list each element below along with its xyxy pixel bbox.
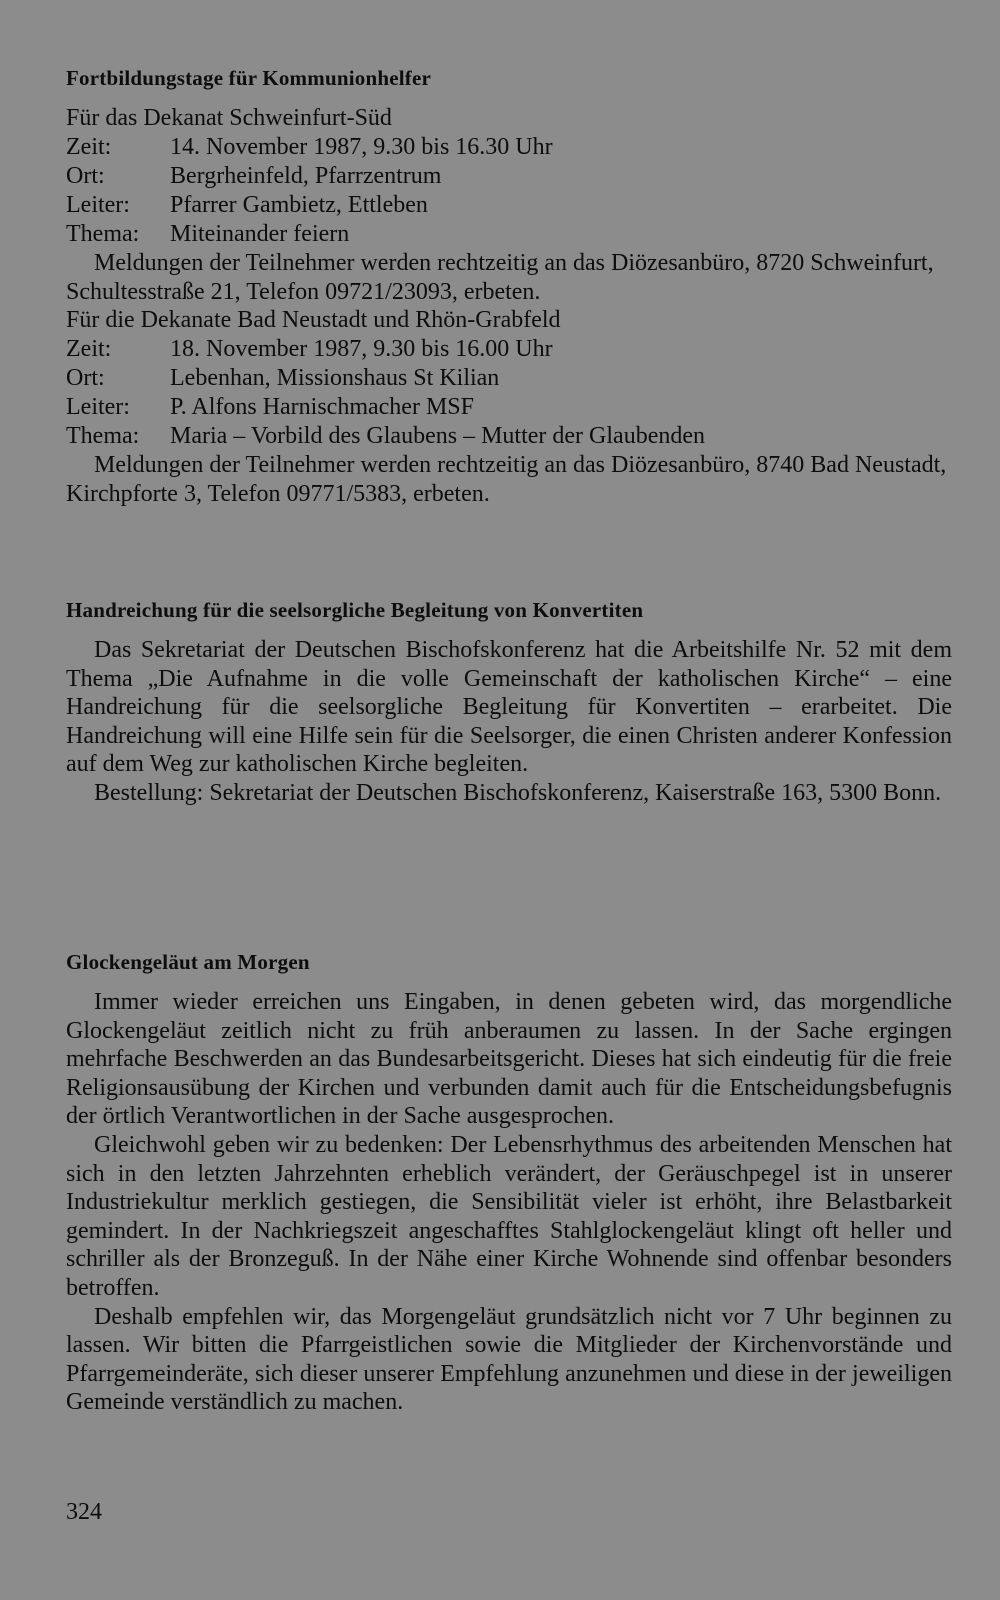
event-block-bad-neustadt xyxy=(66,306,952,508)
row-value: Miteinander feiern xyxy=(170,221,350,247)
page-number: 324 xyxy=(66,1499,102,1525)
registration-note: Meldungen der Teilnehmer werden rechtzeitig an das Diözesanbüro, 8740 Bad Neustadt, Kirchpforte 3, Telefon 09771/5383, erbeten. xyxy=(66,452,947,507)
paragraph: Gleichwohl geben wir zu bedenken: Der Lebensrhythmus des arbeitenden Menschen hat sich in den letzten Jahrzehnten erheblich verändert, der Geräuschpegel ist in unserer Industriekultur merklich gestiegen, die Sensibilität vieler ist erhöht, ihre Belastbarkeit gemindert. In der Nachkriegszeit angeschafftes Stahlglockengeläut klingt oft heller und schriller als der Bronzeguß. In der Nähe einer Kirche Wohnende sind offenbar besonders betroffen. xyxy=(66,1131,952,1301)
event-row-time xyxy=(66,133,952,162)
section-title: Handreichung für die seelsorgliche Begleitung von Konvertiten xyxy=(66,598,644,622)
row-value: Pfarrer Gambietz, Ettleben xyxy=(170,192,428,218)
row-value: 18. November 1987, 9.30 bis 16.00 Uhr xyxy=(170,336,553,363)
section-handreichung xyxy=(66,596,952,808)
section-glockengelaeut xyxy=(66,948,952,1417)
row-label: Thema: xyxy=(66,221,140,247)
row-value: Maria – Vorbild des Glaubens – Mutter der Glaubenden xyxy=(170,423,705,450)
section-title: Fortbildungstage für Kommunionhelfer xyxy=(66,66,431,90)
row-label: Zeit: xyxy=(66,336,112,363)
section-title: Glockengeläut am Morgen xyxy=(66,950,310,974)
row-label: Leiter: xyxy=(66,394,130,421)
event-row-topic xyxy=(66,422,952,451)
section-kommunionhelfer xyxy=(66,64,952,508)
row-label: Ort: xyxy=(66,365,105,392)
registration-note: Meldungen der Teilnehmer werden rechtzeitig an das Diözesanbüro, 8720 Schweinfurt, Schultesstraße 21, Telefon 09721/23093, erbeten. xyxy=(66,250,934,305)
row-label: Thema: xyxy=(66,423,140,450)
event-row-leader xyxy=(66,191,952,220)
row-label: Ort: xyxy=(66,163,105,189)
row-value: 14. November 1987, 9.30 bis 16.30 Uhr xyxy=(170,134,553,160)
event-intro: Für die Dekanate Bad Neustadt und Rhön-Grabfeld xyxy=(66,307,561,334)
row-label: Leiter: xyxy=(66,192,130,218)
row-value: Lebenhan, Missionshaus St Kilian xyxy=(170,365,500,392)
event-row-leader xyxy=(66,393,952,422)
row-label: Zeit: xyxy=(66,134,112,160)
paragraph: Deshalb empfehlen wir, das Morgengeläut grundsätzlich nicht vor 7 Uhr beginnen zu lassen. Wir bitten die Pfarrgeistlichen sowie die Mitglieder der Kirchenvorstände und Pfarrgemeinderäte, sich dieser unserer Empfehlung anzunehmen und diese in der jeweiligen Gemeinde verständlich zu machen. xyxy=(66,1303,952,1416)
paragraph: Bestellung: Sekretariat der Deutschen Bischofskonferenz, Kaiserstraße 163, 5300 Bonn. xyxy=(94,779,942,806)
event-block-schweinfurt xyxy=(66,104,952,306)
paragraph: Immer wieder erreichen uns Eingaben, in denen gebeten wird, das morgendliche Glockengeläut zeitlich nicht zu früh anberaumen zu lassen. In der Sache ergingen mehrfache Beschwerden an das Bundesarbeitsgericht. Dieses hat sich eindeutig für die freie Religionsausübung der Kirchen und verbunden damit auch für die Entscheidungsbefugnis der örtlich Verantwortlichen in der Sache ausgesprochen. xyxy=(66,989,952,1130)
event-row-place xyxy=(66,364,952,393)
row-value: Bergrheinfeld, Pfarrzentrum xyxy=(170,163,442,189)
event-row-place xyxy=(66,162,952,191)
paragraph: Das Sekretariat der Deutschen Bischofskonferenz hat die Arbeitshilfe Nr. 52 mit dem Thema „Die Aufnahme in die volle Gemeinschaft der katholischen Kirche“ – eine Handreichung für die seelsorgliche Begleitung für Konvertiten – erarbeitet. Die Handreichung will eine Hilfe sein für die Seelsorger, die einen Christen anderer Konfession auf dem Weg zur katholischen Kirche begleiten. xyxy=(66,637,952,778)
event-row-time xyxy=(66,335,952,364)
event-intro: Für das Dekanat Schweinfurt-Süd xyxy=(66,105,392,131)
event-row-topic xyxy=(66,220,952,249)
row-value: P. Alfons Harnischmacher MSF xyxy=(170,394,474,421)
